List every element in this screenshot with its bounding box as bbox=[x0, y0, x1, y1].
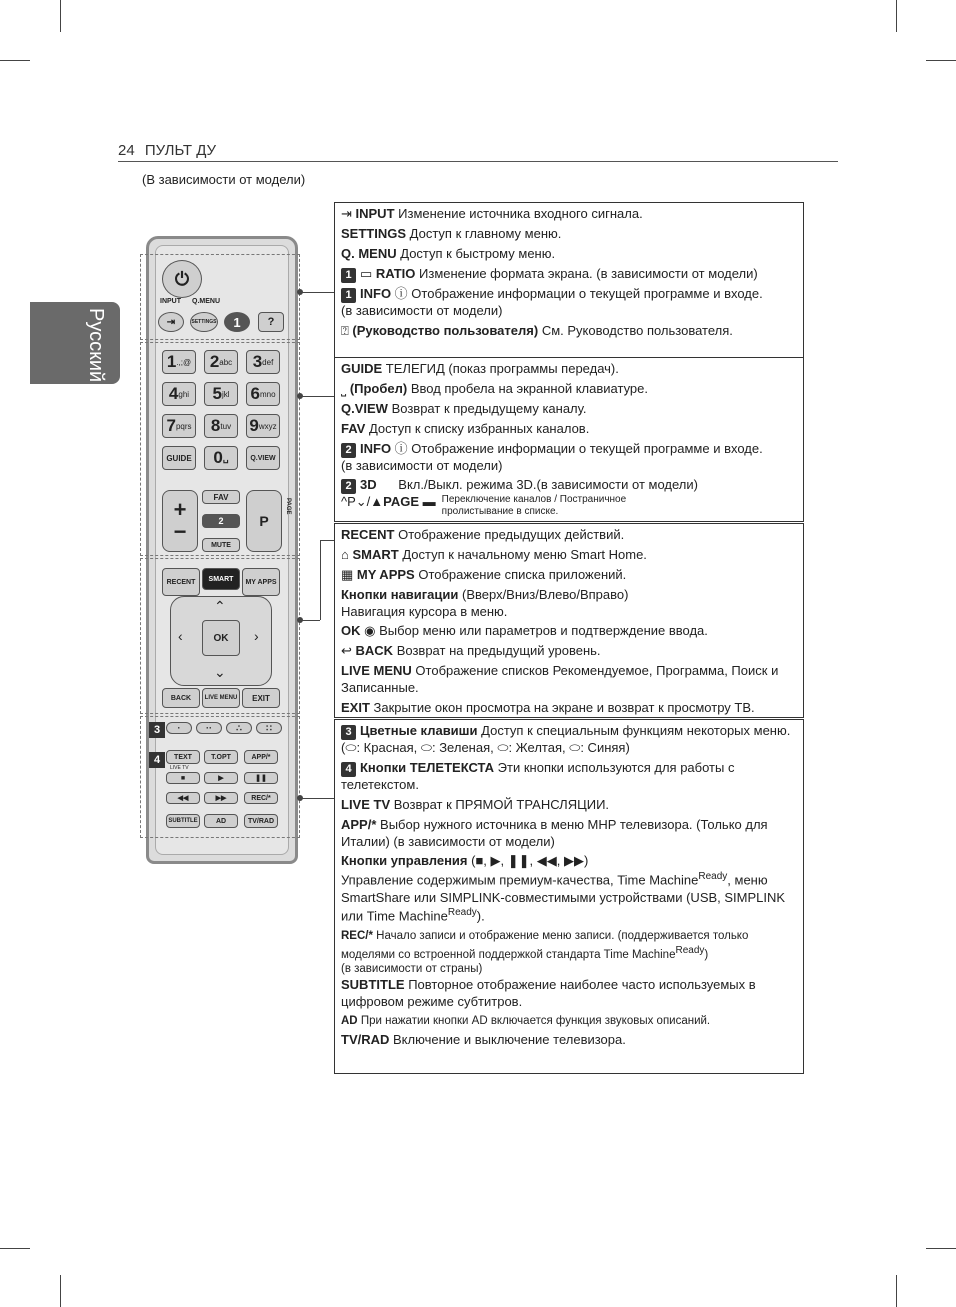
desc-qview: Q.VIEW Возврат к предыдущему каналу. bbox=[341, 400, 587, 416]
group-frame-numbers bbox=[140, 342, 300, 556]
desc-box-4 bbox=[334, 719, 804, 1074]
desc-smart: ⌂ SMART Доступ к начальному меню Smart Home. bbox=[341, 546, 647, 562]
language-tab bbox=[30, 302, 120, 384]
subtitle-button: SUBTITLE bbox=[166, 814, 200, 828]
key-1: 1 .,;@ bbox=[162, 350, 196, 374]
ad-button: AD bbox=[204, 814, 238, 828]
desc-tvrad: TV/RAD Включение и выключение телевизора. bbox=[341, 1032, 626, 1048]
page-label: PAGE bbox=[285, 498, 291, 515]
desc-myapps: ▦ MY APPS Отображение списка приложений. bbox=[341, 566, 627, 582]
recent-button: RECENT bbox=[162, 568, 200, 596]
stop-button: ■ bbox=[166, 772, 200, 784]
key-0: 0 ␣ bbox=[204, 446, 238, 470]
exit-button: EXIT bbox=[242, 688, 280, 708]
desc-input: ⇥ INPUT Изменение источника входного сигнала. bbox=[341, 206, 643, 221]
yellow-key: ∴ bbox=[226, 722, 252, 734]
fav-button: FAV bbox=[202, 490, 240, 504]
key-6: 6 mno bbox=[246, 382, 280, 406]
livetv-label: LIVE TV bbox=[170, 765, 189, 771]
desc-3d: 2 3D Вкл./Выкл. режима 3D.(в зависимости от модели) bbox=[341, 477, 797, 494]
desc-subtitle: SUBTITLE Повторное отображение наиболее часто используемых в цифровом режиме субтитров. bbox=[341, 977, 756, 1010]
crop-mark bbox=[0, 1248, 30, 1249]
page-title: ПУЛЬТ ДУ bbox=[144, 142, 217, 159]
desc-settings: SETTINGS Доступ к главному меню. bbox=[341, 225, 562, 241]
tvrad-button: TV/RAD bbox=[244, 814, 278, 828]
desc-guide: GUIDE ТЕЛЕГИД (показ программы передач). bbox=[341, 361, 619, 376]
key-4: 4 ghi bbox=[162, 382, 196, 406]
qmenu-label: Q.MENU bbox=[192, 298, 220, 305]
group-frame-nav bbox=[140, 558, 300, 714]
guide-button: GUIDE bbox=[162, 446, 196, 470]
rec-button: REC/* bbox=[244, 792, 278, 804]
app-button: APP/* bbox=[244, 750, 278, 764]
mute-button: MUTE bbox=[202, 538, 240, 552]
leader-line bbox=[300, 396, 334, 397]
qview-button: Q.VIEW bbox=[246, 446, 280, 470]
input-label: INPUT bbox=[160, 298, 181, 305]
nav-left-icon: ‹ bbox=[178, 628, 183, 644]
back-button: BACK bbox=[162, 688, 200, 708]
desc-ratio: 1 ▭ RATIO Изменение формата экрана. (в зависимости от модели) bbox=[341, 266, 797, 283]
leader-dot bbox=[297, 393, 303, 399]
red-key: · bbox=[166, 722, 192, 734]
smart-button: SMART bbox=[202, 568, 240, 590]
leader-line bbox=[300, 292, 334, 293]
desc-controls: Кнопки управления (■, ▶, ❚❚, ◀◀, ▶▶) bbox=[341, 853, 589, 869]
user-guide-button: ? bbox=[258, 312, 284, 332]
desc-controls-detail: Управление содержимым премиум-качества, Time Machine$^{Ready}$, меню SmartShare или SIMPLINK-совместимыми устройствами (USB, SIMPLINK или Time Machine$^{Ready}$). bbox=[341, 871, 786, 924]
topt-button: T.OPT bbox=[204, 750, 238, 764]
desc-nav-note: Навигация курсора в меню. bbox=[341, 603, 508, 619]
myapps-button: MY APPS bbox=[242, 568, 280, 596]
desc-teletext: 4 Кнопки ТЕЛЕТЕКСТА Эти кнопки используются для работы с телетекстом. bbox=[341, 759, 735, 792]
livemenu-button: LIVE MENU bbox=[202, 688, 240, 708]
desc-box-2 bbox=[334, 357, 804, 522]
input-button: ⇥ bbox=[158, 312, 184, 332]
remote-label-3: 3 bbox=[149, 722, 165, 738]
desc-box-1 bbox=[334, 202, 804, 358]
nav-up-icon: ⌃ bbox=[214, 598, 226, 614]
language-tab-label: Русский bbox=[85, 308, 107, 383]
crop-mark bbox=[0, 60, 30, 61]
leader-dot bbox=[297, 617, 303, 623]
desc-rec: REC/* Начало записи и отображение меню записи. (поддерживается только моделями со встроенной поддержкой стандарта Time Machine$^{Ready}$) bbox=[341, 929, 749, 961]
desc-nav: Кнопки навигации (Вверх/Вниз/Влево/Вправо) bbox=[341, 586, 629, 602]
crop-mark bbox=[60, 1275, 61, 1307]
power-button: ⏻ bbox=[162, 260, 202, 298]
crop-mark bbox=[60, 0, 61, 32]
desc-rec-note: (в зависимости от страны) bbox=[341, 963, 483, 976]
key-8: 8 tuv bbox=[204, 414, 238, 438]
green-key: ·· bbox=[196, 722, 222, 734]
ratio-button: 1 bbox=[224, 312, 250, 332]
leader-line bbox=[320, 540, 321, 620]
leader-line bbox=[300, 798, 334, 799]
leader-line bbox=[320, 540, 334, 541]
key-9: 9 wxyz bbox=[246, 414, 280, 438]
page-header bbox=[118, 142, 838, 162]
desc-livetv: LIVE TV Возврат к ПРЯМОЙ ТРАНСЛЯЦИИ. bbox=[341, 796, 610, 812]
crop-mark bbox=[896, 0, 897, 32]
leader-dot bbox=[297, 795, 303, 801]
desc-qmenu: Q. MENU Доступ к быстрому меню. bbox=[341, 245, 556, 261]
text-button: TEXT bbox=[166, 750, 200, 764]
desc-space: ⎵ (Пробел) Ввод пробела на экранной клавиатуре. bbox=[341, 380, 648, 396]
key-2: 2 abc bbox=[204, 350, 238, 374]
page-number: 24 bbox=[118, 142, 135, 159]
blue-key: ∷ bbox=[256, 722, 282, 734]
group-frame-top bbox=[140, 254, 300, 340]
rewind-button: ◀◀ bbox=[166, 792, 200, 804]
desc-back: ↩ BACK Возврат на предыдущий уровень. bbox=[341, 643, 601, 659]
key-3: 3 def bbox=[246, 350, 280, 374]
desc-ad: AD При нажатии кнопки AD включается функция звуковых описаний. bbox=[341, 1015, 711, 1028]
desc-info-2: 2 INFO ⓘ Отображение информации о текущей программе и входе. (в зависимости от модели) bbox=[341, 440, 763, 473]
volume-rocker: + − bbox=[162, 490, 198, 552]
desc-user-guide: ⍰ (Руководство пользователя) См. Руководство пользователя. bbox=[341, 322, 733, 338]
crop-mark bbox=[926, 60, 956, 61]
desc-app: APP/* Выбор нужного источника в меню MHP телевизора. (Только для Италии) (в зависимости от модели) bbox=[341, 816, 768, 849]
ok-button: OK bbox=[202, 620, 240, 656]
crop-mark bbox=[926, 1248, 956, 1249]
pause-button: ❚❚ bbox=[244, 772, 278, 784]
ffwd-button: ▶▶ bbox=[204, 792, 238, 804]
desc-ok: OK ◉ Выбор меню или параметров и подтверждение ввода. bbox=[341, 623, 708, 639]
desc-page: ^P⌄/▲PAGE ▬ Переключение каналов / Постраничное пролистывание в списке. bbox=[341, 494, 627, 518]
remote-label-4: 4 bbox=[149, 752, 165, 768]
nav-right-icon: › bbox=[254, 628, 259, 644]
nav-down-icon: ⌄ bbox=[214, 664, 226, 680]
channel-rocker: P bbox=[246, 490, 282, 552]
group-frame-bottom bbox=[140, 716, 300, 838]
desc-exit: EXIT Закрытие окон просмотра на экране и возврат к просмотру ТВ. bbox=[341, 700, 755, 716]
play-button: ▶ bbox=[204, 772, 238, 784]
key-5: 5 jkl bbox=[204, 382, 238, 406]
leader-dot bbox=[297, 289, 303, 295]
settings-button: SETTINGS bbox=[190, 312, 218, 332]
desc-color-keys: 3 Цветные клавиши Доступ к специальным функциям некоторых меню. (⬭: Красная, ⬭: Зеленая, ⬭: Желтая, ⬭: Синяя) bbox=[341, 723, 791, 755]
crop-mark bbox=[896, 1275, 897, 1307]
3d-button: 2 bbox=[202, 514, 240, 528]
desc-info: 1 INFO ⓘ Отображение информации о текущей программе и входе. (в зависимости от модели) bbox=[341, 285, 763, 318]
leader-line bbox=[300, 620, 320, 621]
desc-livemenu: LIVE MENU Отображение списков Рекомендуемое, Программа, Поиск и Записанные. bbox=[341, 663, 779, 696]
desc-recent: RECENT Отображение предыдущих действий. bbox=[341, 527, 625, 542]
model-note: (В зависимости от модели) bbox=[142, 172, 306, 187]
desc-box-3 bbox=[334, 523, 804, 718]
key-7: 7 pqrs bbox=[162, 414, 196, 438]
desc-fav: FAV Доступ к списку избранных каналов. bbox=[341, 420, 590, 436]
